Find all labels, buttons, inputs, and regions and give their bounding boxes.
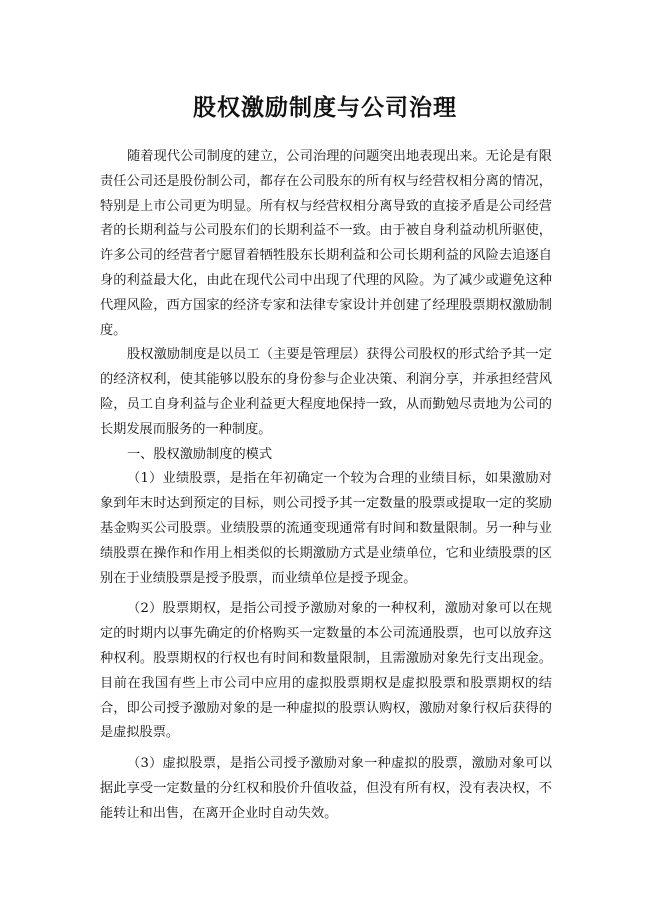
intro-paragraph-1: 随着现代公司制度的建立，公司治理的问题突出地表现出来。无论是有限责任公司还是股份制公司，都存在公司股东的所有权与经营权相分离的情况，特别是上市公司更为明显。所有权与经营权相分离导致的直接矛盾是公司经营者的长期利益与公司股东们的长期利益不一致。由于被自身利益动机所驱使，许多公司的经营者宁愿冒着牺牲股东长期利益和公司长期利益的风险去追逐自身的利益最大化，由此在现代公司中出现了代理的风险。为了减少或避免这种代理风险，西方国家的经济专家和法律专家设计并创建了经理股票期权激励制度。 xyxy=(100,149,552,338)
section-heading: 一、股权激励制度的模式 xyxy=(127,446,273,462)
item-performance-shares: （1）业绩股票，是指在年初确定一个较为合理的业绩目标，如果激励对象到年末时达到预定的目标，则公司授予其一定数量的股票或提取一定的奖励基金购买公司股票。业绩股票的流通变现通常有时间和数量限制。另一种与业绩股票在操作和作用上相类似的长期激励方式是业绩单位，它和业绩股票的区别在于业绩股票是授予股票，而业绩单位是授予现金。 xyxy=(100,471,552,586)
item-stock-options: （2）股票期权，是指公司授予激励对象的一种权利，激励对象可以在规定的时期内以事先确定的价格购买一定数量的本公司流通股票，也可以放弃这种权利。股票期权的行权也有时间和数量限制，且需激励对象先行支出现金。目前在我国有些上市公司中应用的虚拟股票期权是虚拟股票和股票期权的结合，即公司授予激励对象的是一种虚拟的股票认购权，激励对象行权后获得的是虚拟股票。 xyxy=(100,601,552,741)
document-body xyxy=(100,145,552,827)
document-title: 股权激励制度与公司治理 xyxy=(193,95,457,121)
intro-paragraph-2: 股权激励制度是以员工（主要是管理层）获得公司股权的形式给予其一定的经济权利，使其能够以股东的身份参与企业决策、利润分享，并承担经营风险，员工自身利益与企业利益更大程度地保持一致，从而勤勉尽责地为公司的长期发展而服务的一种制度。 xyxy=(100,347,552,437)
item-virtual-shares: （3）虚拟股票，是指公司授予激励对象一种虚拟的股票，激励对象可以据此享受一定数量的分红权和股价升值收益，但没有所有权，没有表决权，不能转让和出售，在离开企业时自动失效。 xyxy=(100,756,552,821)
